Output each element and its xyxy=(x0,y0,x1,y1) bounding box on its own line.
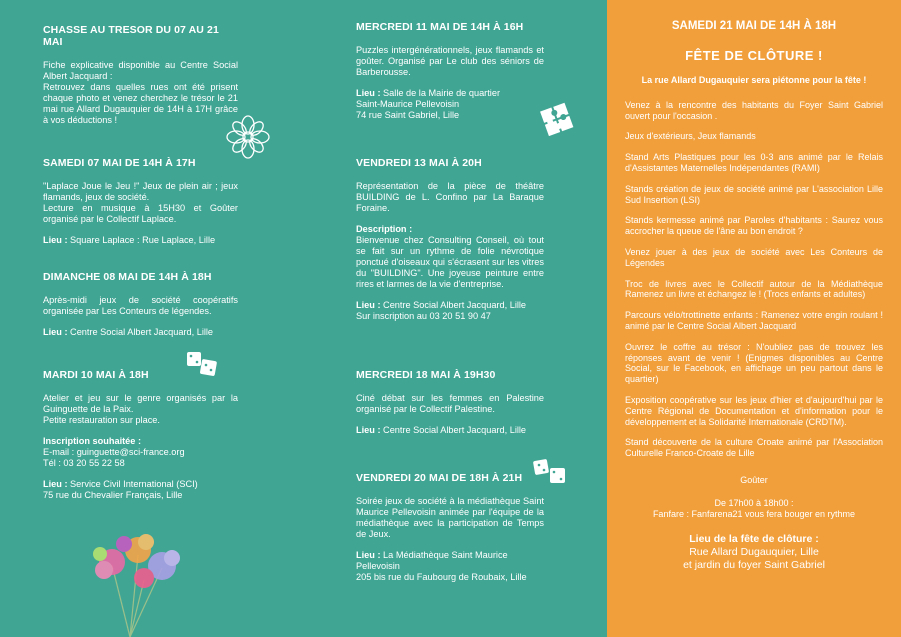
event-mardi-10 xyxy=(43,369,238,501)
location-address: 205 bis rue du Faubourg de Roubaix, Lille xyxy=(356,572,527,582)
fete-activity-list xyxy=(625,100,883,459)
fete-activity-item: Ouvrez le coffre au trésor : N'oubliez pas de trouvez les réponses avant de venir ! (Enigmes disponibles au Centre Social, sur le Facebook, en affichage un peu partout dans le quartier) xyxy=(625,341,883,385)
location-value: Centre Social Albert Jacquard, Lille xyxy=(380,425,527,435)
location-address: 74 rue Saint Gabriel, Lille xyxy=(356,110,460,120)
event-text: Représentation de la pièce de théâtre BUILDING de L. Confino par La Baraque Foraine. xyxy=(356,181,544,213)
event-location xyxy=(356,300,544,311)
location-label: Lieu : xyxy=(356,300,381,310)
pieton-notice: La rue Allard Dugauquier sera piétonne pour la fête ! xyxy=(641,75,867,85)
fete-date-title: SAMEDI 21 MAI DE 14H À 18H xyxy=(671,20,837,32)
event-location xyxy=(43,327,238,338)
fanfare-time: De 17h00 à 18h00 : xyxy=(714,497,794,508)
event-mercredi-18 xyxy=(356,369,544,436)
location-label: Lieu : xyxy=(43,327,68,337)
event-mercredi-11 xyxy=(356,21,544,121)
fete-location-street: Rue Allard Dugauquier, Lille xyxy=(689,546,819,559)
registration-text: Sur inscription au 03 20 51 90 47 xyxy=(356,311,491,321)
event-text: Retrouvez dans quelles rues ont été prisent chaque photo et venez cherchez le trésor le 21 mai rue Allard Dugauquier de 14H à 17H grâce à vos déductions ! xyxy=(43,82,238,125)
event-title: MERCREDI 11 MAI DE 14H À 16H xyxy=(356,21,524,33)
event-location xyxy=(356,550,544,572)
phone-text: Tél : 03 20 55 22 58 xyxy=(43,458,125,468)
column-right-fete xyxy=(607,0,901,637)
event-location xyxy=(356,425,544,436)
location-label: Lieu : xyxy=(356,88,381,98)
event-samedi-07 xyxy=(43,157,238,246)
event-chasse-tresor xyxy=(43,24,238,126)
location-value: Square Laplace : Rue Laplace, Lille xyxy=(67,235,216,245)
event-title: SAMEDI 07 MAI DE 14H À 17H xyxy=(43,157,196,169)
fete-activity-item: Stands création de jeux de société animé par L'association Lille Sud Insertion (LSI) xyxy=(625,183,883,205)
gouter-text: Goûter xyxy=(740,474,768,485)
location-label: Lieu : xyxy=(43,479,68,489)
location-value: Centre Social Albert Jacquard, Lille xyxy=(380,300,527,310)
fete-activity-item: Venez jouer à des jeux de société avec Les Conteurs de Légendes xyxy=(625,246,883,268)
registration-label: Inscription souhaitée : xyxy=(43,436,142,446)
event-vendredi-13 xyxy=(356,157,544,322)
puzzle-icon xyxy=(538,100,578,140)
event-text: Puzzles intergénérationnels, jeux flamands et goûter. Organisé par Le club des séniors de Barberousse. xyxy=(356,45,544,77)
location-value: Centre Social Albert Jacquard, Lille xyxy=(67,327,214,337)
fete-location-label: Lieu de la fête de clôture : xyxy=(689,533,819,546)
flowers-illustration xyxy=(82,520,192,637)
event-dimanche-08 xyxy=(43,271,238,338)
location-label: Lieu : xyxy=(43,235,68,245)
event-text: Fiche explicative disponible au Centre Social Albert Jacquard : xyxy=(43,60,238,81)
event-title: VENDREDI 13 MAI À 20H xyxy=(356,157,482,169)
flower-icon xyxy=(224,113,272,161)
fete-title: FÊTE DE CLÔTURE ! xyxy=(685,48,823,63)
event-location xyxy=(356,88,544,99)
fete-activity-item: Troc de livres avec le Collectif autour de la Médiathèque Ramenez un livre et échangez le ! (Trocs enfants et adultes) xyxy=(625,278,883,300)
location-value: Service Civil International (SCI) xyxy=(67,479,198,489)
event-text: Petite restauration sur place. xyxy=(43,415,160,425)
location-address: Saint-Maurice Pellevoisin xyxy=(356,99,460,109)
event-location xyxy=(43,479,238,490)
fete-activity-item: Jeux d'extérieurs, Jeux flamands xyxy=(625,131,756,142)
event-text: Ciné débat sur les femmes en Palestine organisé par le Collectif Palestine. xyxy=(356,393,544,414)
event-text: Après-midi jeux de société coopératifs organisée par Les Conteurs de légendes. xyxy=(43,295,238,316)
fete-activity-item: Exposition coopérative sur les jeux d'hier et d'aujourd'hui par le Centre Régional de Documentation et d'information pour le développement et la Solidarité Internationale (CRDTM). xyxy=(625,394,883,427)
location-address: 75 rue du Chevalier Français, Lille xyxy=(43,490,183,500)
description-text: Bienvenue chez Consulting Conseil, où tout se fait sur un rythme de folie névrotique ponctué d'oiseaux qui s'écrasent sur les vitres du "BUILDING". Une joyeuse peinture entre rires et larmes de la vie d'entreprise. xyxy=(356,235,544,289)
fanfare-text: Fanfare : Fanfarena21 vous fera bouger en rythme xyxy=(652,508,856,519)
location-label: Lieu : xyxy=(356,425,381,435)
event-title: MERCREDI 18 MAI À 19H30 xyxy=(356,369,496,381)
location-value: La Médiathèque Saint Maurice Pellevoisin xyxy=(356,550,508,571)
location-label: Lieu : xyxy=(356,550,381,560)
fete-activity-item: Stands kermesse animé par Paroles d'habitants : Saurez vous accrocher la queue de l'âne au bon endroit ? xyxy=(625,215,883,237)
event-title: CHASSE AU TRESOR DU 07 AU 21 MAI xyxy=(43,24,219,48)
event-title: MARDI 10 MAI À 18H xyxy=(43,369,149,381)
email-text: E-mail : guinguette@sci-france.org xyxy=(43,447,185,457)
event-location xyxy=(43,235,238,246)
fete-activity-item: Parcours vélo/trottinette enfants : Ramenez votre engin roulant ! animé par le Centre Social Albert Jacquard xyxy=(625,310,883,331)
event-text: Soirée jeux de société à la médiathèque Saint Maurice Pellevoisin animée par l'équipe de la médiathèque avec la participation de Temps de Jeux. xyxy=(356,496,544,539)
description-label: Description : xyxy=(356,224,413,234)
fete-activity-item: Stand découverte de la culture Croate animé par l'Association Culturelle Franco-Croate de Lille xyxy=(625,437,883,459)
location-value: Salle de la Mairie de quartier xyxy=(380,88,501,98)
fete-location-garden: et jardin du foyer Saint Gabriel xyxy=(683,559,825,572)
event-title: VENDREDI 20 MAI DE 18H À 21H xyxy=(356,472,523,484)
event-text: Atelier et jeu sur le genre organisés par la Guinguette de la Paix. xyxy=(43,393,238,414)
fete-cloture-section xyxy=(625,20,883,572)
fete-activity-item: Venez à la rencontre des habitants du Foyer Saint Gabriel ouvert pour l'occasion . xyxy=(625,99,883,121)
fete-activity-item: Stand Arts Plastiques pour les 0-3 ans animé par le Relais d'Assistantes Maternelles Indépendantes (RAMI) xyxy=(625,152,883,173)
event-vendredi-20 xyxy=(356,472,544,583)
event-title: DIMANCHE 08 MAI DE 14H À 18H xyxy=(43,271,212,283)
event-text: "Laplace Joue le Jeu !" Jeux de plein air ; jeux flamands, jeux de société. xyxy=(43,181,238,202)
event-text: Lecture en musique à 15H30 et Goûter organisé par le Collectif Laplace. xyxy=(43,203,238,224)
